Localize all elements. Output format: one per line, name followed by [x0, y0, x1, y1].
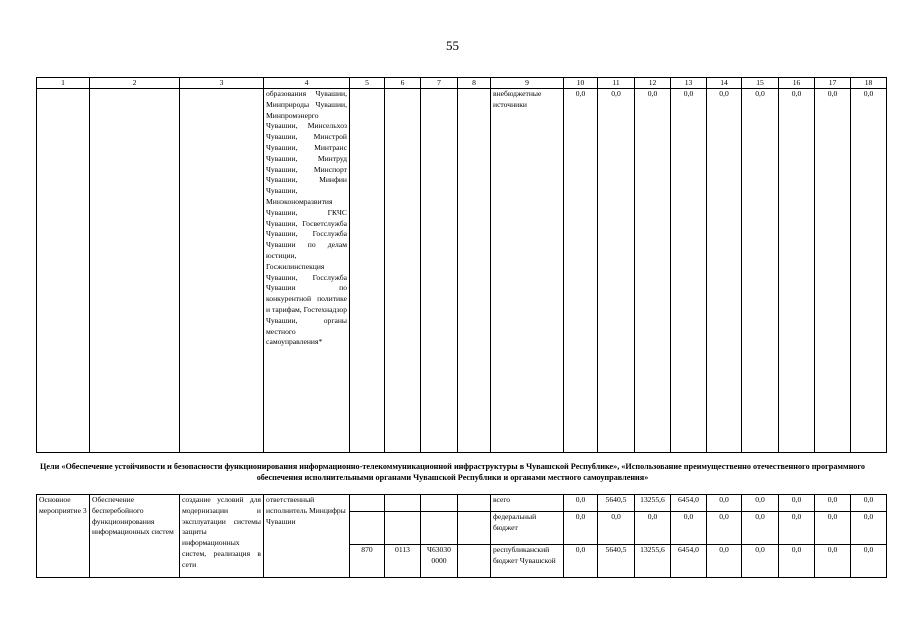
- column-number: 14: [707, 78, 742, 89]
- value-cell: 0,0: [851, 495, 887, 512]
- value-cell: 0,0: [851, 89, 887, 453]
- cell-empty: [90, 89, 180, 453]
- value-cell: 0,0: [742, 89, 779, 453]
- value-cell: 13255,6: [635, 495, 671, 512]
- value-cell: 0,0: [815, 545, 851, 578]
- value-cell: 0,0: [779, 89, 815, 453]
- cell-empty: [385, 89, 421, 453]
- code-cell: 0113: [385, 545, 421, 578]
- funding-source-cell: республиканский бюджет Чувашской: [491, 545, 564, 578]
- value-cell: 5640,5: [598, 495, 635, 512]
- table-row: [37, 495, 887, 512]
- value-cell: 0,0: [851, 545, 887, 578]
- column-number: 2: [90, 78, 180, 89]
- value-cell: 13255,6: [635, 545, 671, 578]
- code-cell: [421, 495, 458, 512]
- value-cell: 0,0: [564, 495, 598, 512]
- value-cell: 0,0: [671, 89, 707, 453]
- column-number: 18: [851, 78, 887, 89]
- value-cell: 0,0: [707, 495, 742, 512]
- code-cell: [421, 512, 458, 545]
- value-cell: 0,0: [635, 89, 671, 453]
- column-number: 3: [180, 78, 264, 89]
- value-cell: 0,0: [707, 89, 742, 453]
- column-number: 11: [598, 78, 635, 89]
- cell-empty: [37, 89, 90, 453]
- code-cell: Ч63030 0000: [421, 545, 458, 578]
- value-cell: 0,0: [779, 495, 815, 512]
- column-number: 1: [37, 78, 90, 89]
- value-cell: 5640,5: [598, 545, 635, 578]
- executor-cell: ответственный исполнитель Минцифры Чувашии: [264, 495, 350, 578]
- funding-source-cell: внебюджетные источники: [491, 89, 564, 453]
- value-cell: 6454,0: [671, 545, 707, 578]
- value-cell: 0,0: [815, 512, 851, 545]
- value-cell: 0,0: [815, 89, 851, 453]
- funding-source-cell: федеральный бюджет: [491, 512, 564, 545]
- value-cell: 0,0: [742, 495, 779, 512]
- value-cell: 0,0: [851, 512, 887, 545]
- value-cell: 0,0: [742, 512, 779, 545]
- value-cell: 0,0: [564, 512, 598, 545]
- column-number: 9: [491, 78, 564, 89]
- continuation-table: [36, 77, 887, 453]
- column-number: 4: [264, 78, 350, 89]
- column-number: 13: [671, 78, 707, 89]
- value-cell: 0,0: [815, 495, 851, 512]
- column-number: 5: [350, 78, 385, 89]
- code-cell: [350, 512, 385, 545]
- code-cell: [458, 545, 491, 578]
- goal-heading: Цели «Обеспечение устойчивости и безопасности функционирования информационно-телекоммуникационной инфраструктуры в Чувашской Республике», «Использование преимущественно отечественного программного обеспечения исполнительными органами Чувашской Республики и органами местного самоуправления»: [39, 462, 866, 482]
- code-cell: [385, 495, 421, 512]
- value-cell: 0,0: [635, 512, 671, 545]
- column-number: 7: [421, 78, 458, 89]
- cell-empty: [350, 89, 385, 453]
- cell-empty: [180, 89, 264, 453]
- column-number: 17: [815, 78, 851, 89]
- value-cell: 0,0: [598, 89, 635, 453]
- code-cell: 870: [350, 545, 385, 578]
- value-cell: 0,0: [779, 545, 815, 578]
- value-cell: 0,0: [598, 512, 635, 545]
- code-cell: [458, 512, 491, 545]
- column-number: 16: [779, 78, 815, 89]
- column-number-row: [37, 78, 887, 89]
- value-cell: 0,0: [564, 545, 598, 578]
- column-number: 10: [564, 78, 598, 89]
- value-cell: 0,0: [707, 545, 742, 578]
- value-cell: 0,0: [742, 545, 779, 578]
- value-cell: 0,0: [707, 512, 742, 545]
- code-cell: [385, 512, 421, 545]
- code-cell: [350, 495, 385, 512]
- cell-empty: [421, 89, 458, 453]
- code-cell: [458, 495, 491, 512]
- page-number: 55: [446, 38, 459, 53]
- activity-description-cell: Обеспечение бесперебойного функционирования информационных систем: [90, 495, 180, 578]
- table-row: [37, 89, 887, 453]
- activity-table: [36, 494, 887, 578]
- value-cell: 0,0: [779, 512, 815, 545]
- executors-cell: образования Чувашии, Минприроды Чувашии, Минпромэнерго Чувашии, Минсельхоз Чувашии, Минстрой Чувашии, Минтранс Чувашии, Минтруд Чувашии, Минспорт Чувашии, Минфин Чувашии, Минэкономразвития Чувашии, ГКЧС Чувашии, Госветслужба Чувашии, Госслужба Чувашии по делам юстиции, Госжилинспекция Чувашии, Госслужба Чувашии по конкурентной политике и тарифам, Гостехнадзор Чувашии, органы местного самоуправления*: [264, 89, 350, 453]
- column-number: 15: [742, 78, 779, 89]
- activity-measures-cell: создание условий для модернизации и эксплуатации системы защиты информационных систем, реализация в сети: [180, 495, 264, 578]
- column-number: 8: [458, 78, 491, 89]
- cell-empty: [458, 89, 491, 453]
- column-number: 6: [385, 78, 421, 89]
- funding-source-cell: всего: [491, 495, 564, 512]
- value-cell: 6454,0: [671, 495, 707, 512]
- value-cell: 0,0: [564, 89, 598, 453]
- value-cell: 0,0: [671, 512, 707, 545]
- activity-name-cell: Основное мероприятие 3: [37, 495, 90, 578]
- column-number: 12: [635, 78, 671, 89]
